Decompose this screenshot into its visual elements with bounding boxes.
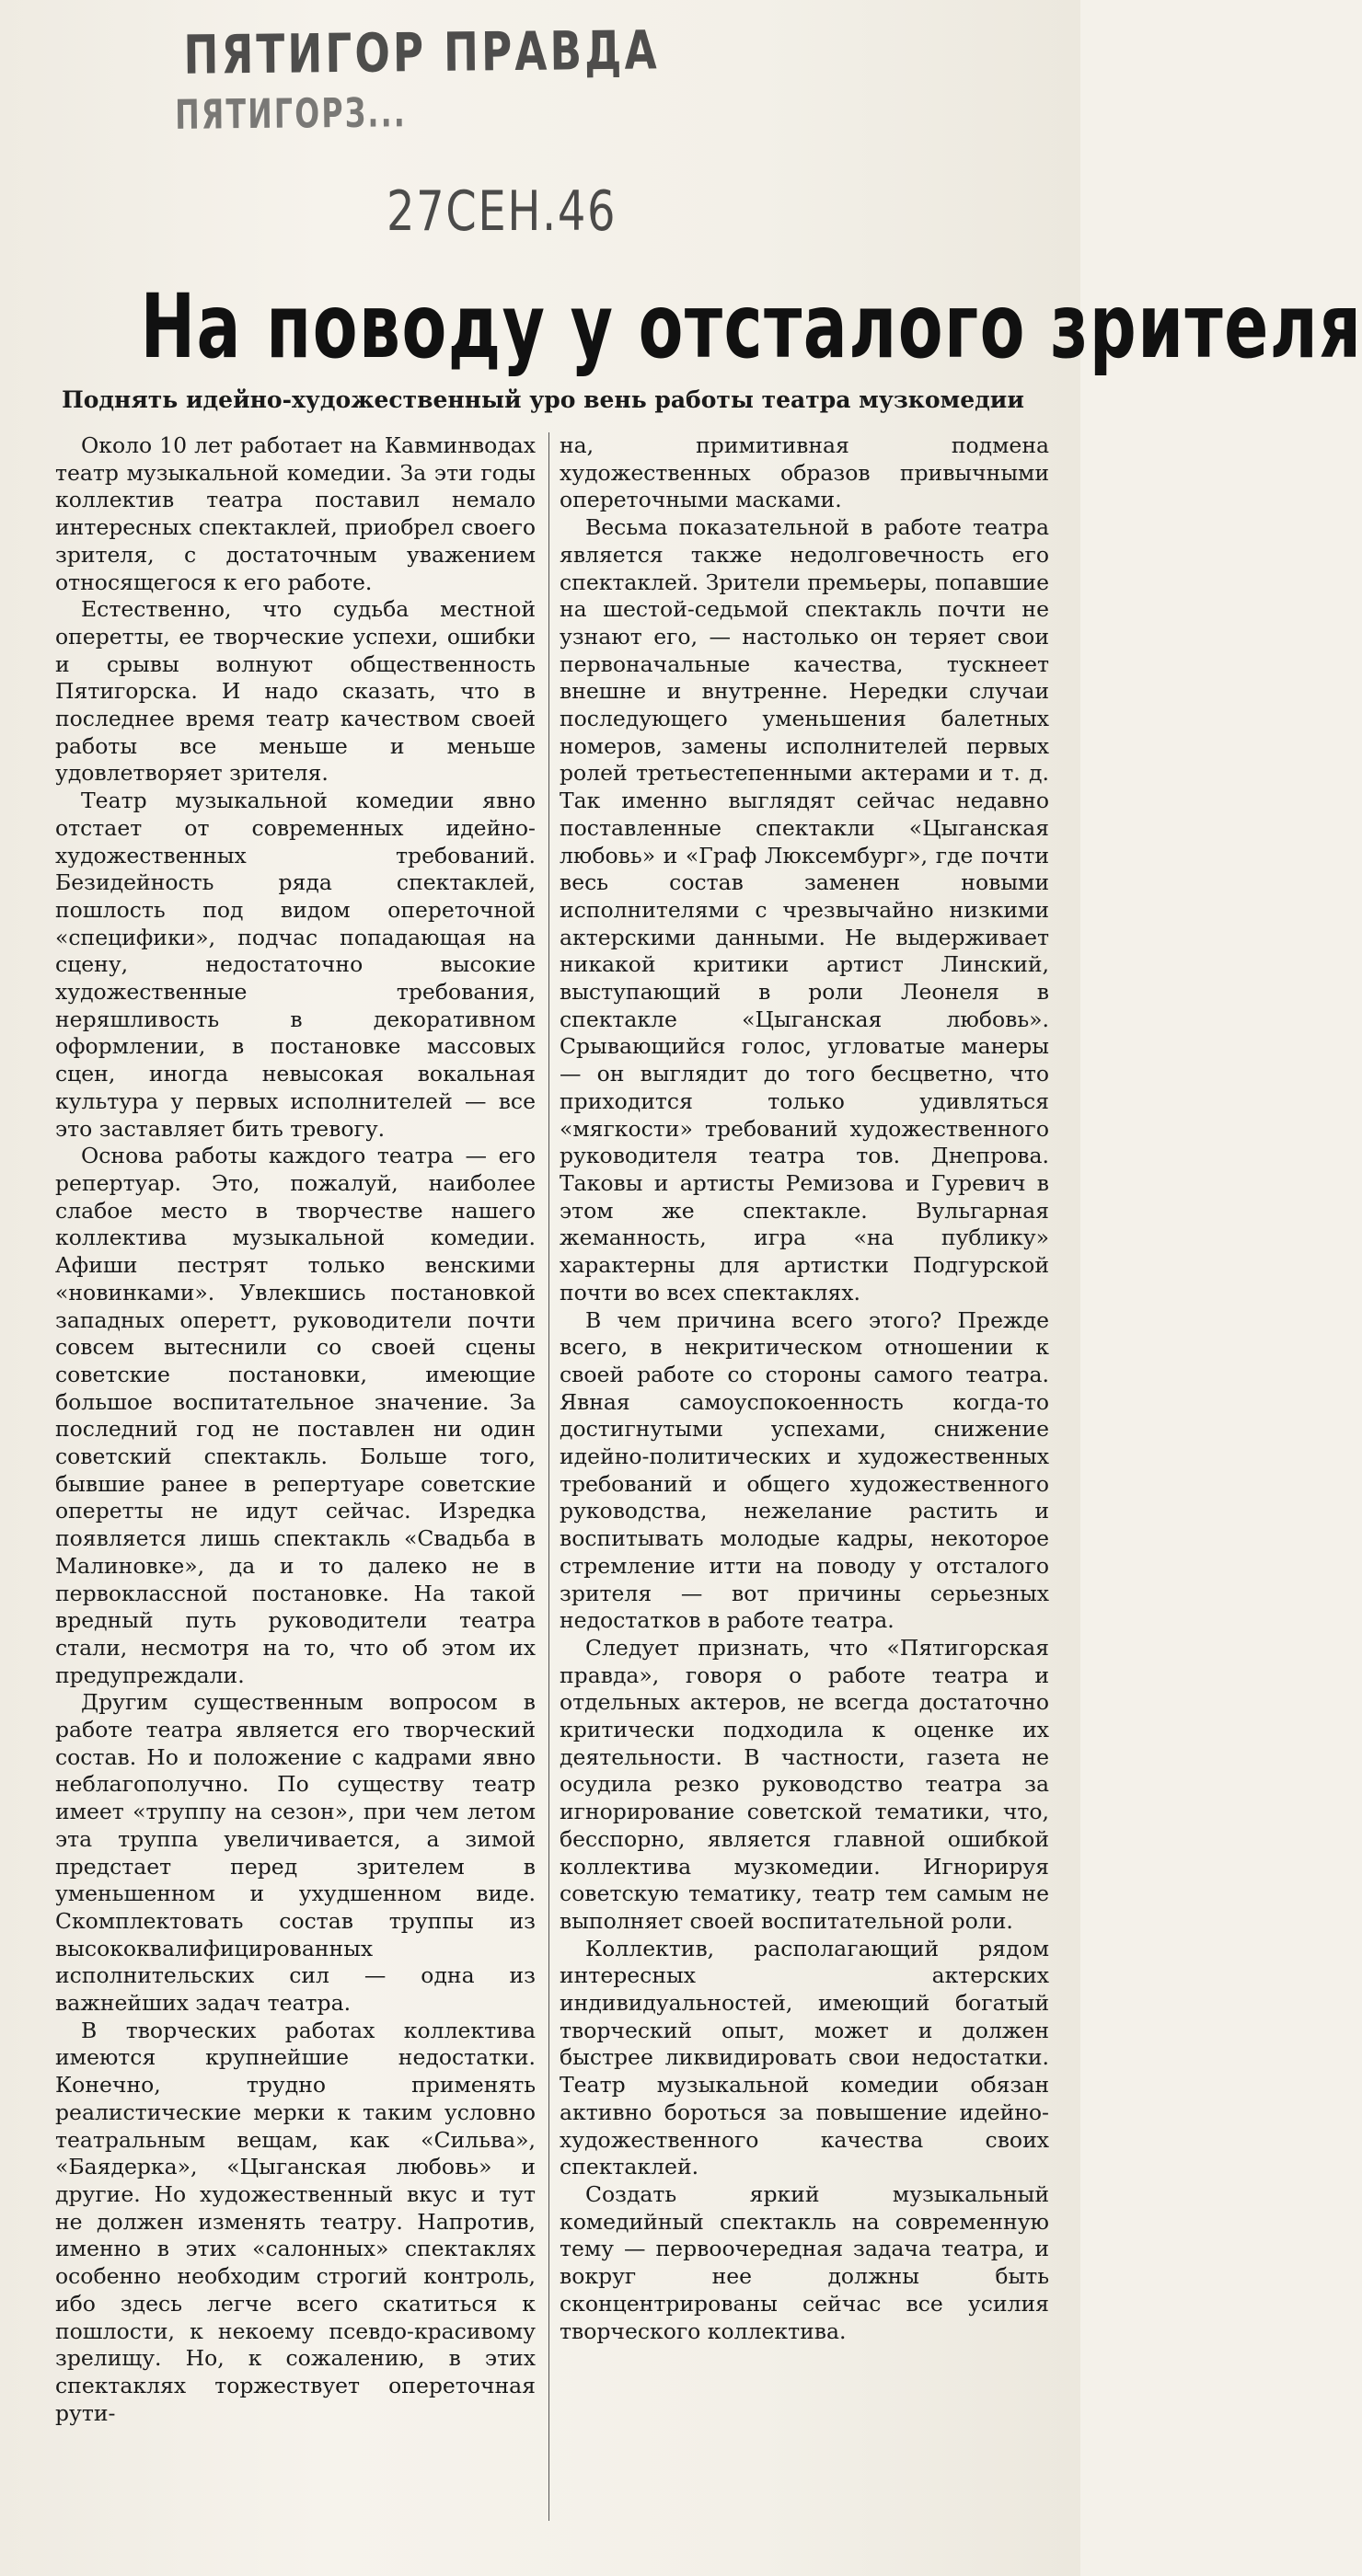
masthead-stamp bbox=[174, 17, 848, 171]
paragraph: В чем причина всего этого? Прежде всего, в некритическом отношении к своей работе со стороны самого театра. Явная самоуспокоенность когда-то достигнутыми успехами, снижение идейно-политических и художественных требований и общего художественного руководства, нежелание растить и воспитывать молодые кадры, некоторое стремление итти на поводу у отсталого зрителя — вот причины серьезных недостатков в работе театра. bbox=[560, 1306, 1049, 1634]
date-stamp: 27СЕН.46 bbox=[387, 179, 618, 244]
left-column bbox=[55, 432, 536, 2548]
paragraph: Коллектив, располагающий рядом интересных актерских индивидуальностей, имеющий богатый творческий опыт, может и должен быстрее ликвидировать свои недостатки. Театр музыкальной комедии обязан активно бороться за повышение идейно-художественного качества своих спектаклей. bbox=[560, 1935, 1049, 2180]
paragraph: Основа работы каждого театра — его репертуар. Это, пожалуй, наиболее слабое место в творчестве нашего коллектива музыкальной комедии. Афиши пестрят только венскими «новинками». Увлекшись постановкой западных оперетт, руководители почти совсем вытеснили со своей сцены советские постановки, имеющие большое воспитательное значение. За последний год не поставлен ни один советский спектакль. Больше того, бывшие ранее в репертуаре советские оперетты не идут сейчас. Изредка появляется лишь спектакль «Свадьба в Малиновке», да и то далеко не в первоклассной постановке. На такой вредный путь руководители театра стали, несмотря на то, что об этом их предупреждали. bbox=[55, 1143, 536, 1688]
paragraph: Другим существенным вопросом в работе театра является его творческий состав. Но и положение с кадрами явно неблагополучно. По существу театр имеет «труппу на сезон», при чем летом эта труппа увеличивается, а зимой предстает перед зрителем в уменьшенном и ухудшенном виде. Скомплектовать состав труппы из высококвалифицированных исполнительских сил — одна из важнейших задач театра. bbox=[55, 1689, 536, 2017]
article-body bbox=[55, 432, 1058, 2548]
paragraph: В творческих работах коллектива имеются крупнейшие недостатки. Конечно, трудно применять реалистические мерки к таким условно театральным вещам, как «Сильва», «Баядерка», «Цыганская любовь» и другие. Но художественный вкус и тут не должен изменять театру. Напротив, именно в этих «салонных» спектаклях особенно необходим строгий контроль, ибо здесь легче всего скатиться к пошлости, к некоему псевдо-красивому зрелищу. Но, к сожалению, в этих спектаклях торжествует опереточная рути- bbox=[55, 2017, 536, 2426]
paragraph: Естественно, что судьба местной оперетты, ее творческие успехи, ошибки и срывы волнуют общественность Пятигорска. И надо сказать, что в последнее время театр качеством своей работы все меньше и меньше удовлетворяет зрителя. bbox=[55, 596, 536, 787]
article-headline: На поводу у отсталого зрителя bbox=[140, 275, 1362, 378]
masthead-subtitle: ПЯТИГОРЗ... bbox=[174, 89, 408, 139]
masthead-title: ПЯТИГОР ПРАВДА bbox=[183, 18, 660, 86]
article-subheadline: Поднять идейно-художественный уро вень работы театра музкомедии bbox=[62, 386, 1024, 413]
paragraph: на, примитивная подмена художественных образов привычными опереточными масками. bbox=[560, 432, 1049, 513]
paragraph: Следует признать, что «Пятигорская правда», говоря о работе театра и отдельных актеров, не всегда достаточно критически подходила к оценке их деятельности. В частности, газета не осудила резко руководство театра за игнорирование советской тематики, что, бесспорно, является главной ошибкой коллектива музкомедии. Игнорируя советскую тематику, театр тем самым не выполняет своей воспитательной роли. bbox=[560, 1634, 1049, 1934]
right-column bbox=[560, 432, 1049, 2548]
column-divider bbox=[548, 432, 549, 2521]
paragraph: Около 10 лет работает на Кавминводах театр музыкальной комедии. За эти годы коллектив театра поставил немало интересных спектаклей, приобрел своего зрителя, с достаточным уважением относящегося к его работе. bbox=[55, 432, 536, 595]
paragraph: Весьма показательной в работе театра является также недолговечность его спектаклей. Зрители премьеры, попавшие на шестой-седьмой спектакль почти не узнают его, — настолько он теряет свои первоначальные качества, тускнеет внешне и внутренне. Нередки случаи последующего уменьшения балетных номеров, замены исполнителей первых ролей третьестепенными актерами и т. д. Так именно выглядят сейчас недавно поставленные спектакли «Цыганская любовь» и «Граф Люксембург», где почти весь состав заменен новыми исполнителями с чрезвычайно низкими актерскими данными. Не выдерживает никакой критики артист Линский, выступающий в роли Леонеля в спектакле «Цыганская любовь». Срывающийся голос, угловатые манеры — он выглядит до того бесцветно, что приходится только удивляться «мягкости» требований художественного руководителя театра тов. Днепрова. Таковы и артисты Ремизова и Гуревич в этом же спектакле. Вульгарная жеманность, игра «на публику» характерны для артистки Подгурской почти во всех спектаклях. bbox=[560, 514, 1049, 1305]
paragraph: Театр музыкальной комедии явно отстает от современных идейно-художественных требований. Безидейность ряда спектаклей, пошлость под видом опереточной «специфики», подчас попадающая на сцену, недостаточно высокие художественные требования, неряшливость в декоративном оформлении, в постановке массовых сцен, иногда невысокая вокальная культура у первых исполнителей — все это заставляет бить тревогу. bbox=[55, 788, 536, 1142]
paragraph: Создать яркий музыкальный комедийный спектакль на современную тему — первоочередная задача театра, и вокруг нее должны быть сконцентрированы сейчас все усилия творческого коллектива. bbox=[560, 2181, 1049, 2344]
